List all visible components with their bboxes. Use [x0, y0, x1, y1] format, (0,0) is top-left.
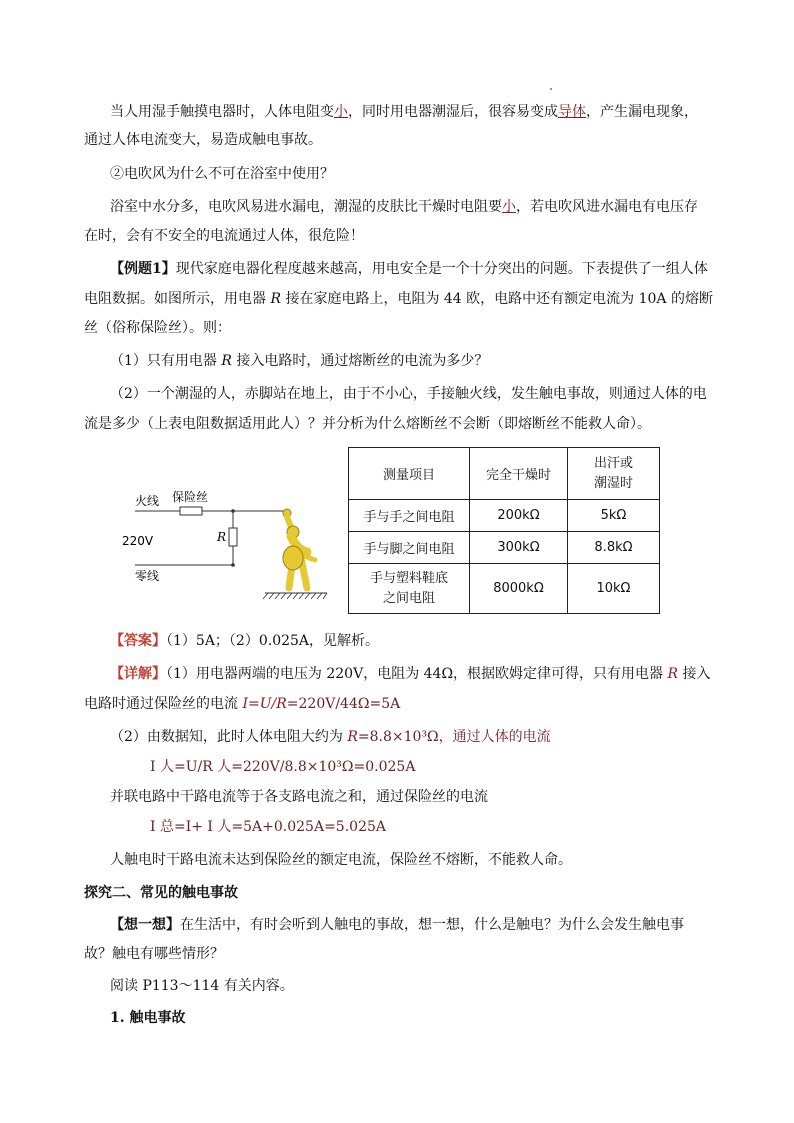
table-row: [349, 532, 660, 564]
table-header: 测量项目: [349, 448, 470, 500]
neutral-wire-label: 零线: [135, 569, 160, 583]
table-cell: 5kΩ: [568, 500, 660, 532]
detail-line-3: [110, 727, 551, 747]
example-tag: 【例题1】: [110, 261, 176, 277]
live-wire-label: 火线: [135, 494, 160, 508]
variable-r: R: [347, 729, 358, 745]
variable-r: R: [667, 666, 679, 682]
section-heading: 探究二、常见的触电事故: [84, 885, 238, 901]
header-line: 出汗或: [593, 455, 633, 471]
formula: I=U/R: [242, 696, 287, 712]
paragraph-2-line-2: 在时，会有不安全的电流通过人体，很危险！: [84, 228, 364, 244]
example-line-1: [110, 259, 708, 279]
table-cell: 10kΩ: [568, 564, 660, 614]
table-cell: 8.8kΩ: [568, 532, 660, 564]
detail-formula-1: I 人=U/R 人=220V/8.8×10³Ω=0.025A: [150, 759, 416, 775]
fuse-label: 保险丝: [172, 490, 209, 504]
table-row: [349, 564, 660, 614]
paragraph-2-line-1: [110, 197, 698, 217]
text: 接入电路时，通过熔断丝的电流为多少？: [231, 353, 489, 369]
table-cell: 手与手之间电阻: [349, 500, 470, 532]
cell-line: 手与塑料鞋底: [369, 570, 448, 586]
text: ，产生漏电现象，: [586, 104, 698, 120]
text: （1）只有用电器: [110, 353, 222, 369]
table-cell: 300kΩ: [470, 532, 568, 564]
fuse-symbol: [180, 507, 202, 515]
subheading: 1. 触电事故: [110, 1010, 186, 1026]
paragraph-1-line-2: 通过人体电流变大，易造成触电事故。: [84, 132, 322, 148]
example-line-2: [84, 289, 713, 309]
text: 在生活中，有时会听到人触电的事故，想一想，什么是触电？为什么会发生触电事: [180, 917, 684, 933]
answer-line: [110, 631, 379, 651]
text: （2）由数据知，此时人体电阻大约为: [110, 729, 348, 745]
table-header-row: [349, 448, 660, 500]
table-row: [349, 500, 660, 532]
circuit-diagram: [115, 470, 340, 610]
table-cell: 200kΩ: [470, 500, 568, 532]
resistance-table: [348, 447, 660, 614]
read-instruction: 阅读 P113～114 有关内容。: [110, 978, 294, 994]
example-question-2-line-2: 流是多少（上表电阻数据适用此人）？并分析为什么熔断丝不会断（即熔断丝不能救人命）。: [84, 416, 651, 432]
text: 电路时通过保险丝的电流: [84, 696, 243, 712]
header-line: 潮湿时: [593, 475, 633, 491]
resistor-label: R: [217, 530, 227, 544]
example-line-3: 丝（俗称保险丝）。则：: [84, 320, 231, 336]
text: 当人用湿手触摸电器时，人体电阻变: [110, 104, 334, 120]
text: ，同时用电器潮湿后，很容易变成: [348, 104, 558, 120]
text: ，若电吹风进水漏电有电压存: [516, 199, 698, 215]
variable-r: R: [221, 353, 232, 369]
detail-line-2: [84, 694, 400, 714]
table-cell: [349, 564, 470, 614]
think-line-2: 故？触电有哪些情形？: [84, 946, 224, 962]
paragraph-1-line-1: [110, 102, 698, 122]
think-line-1: [110, 915, 684, 935]
person-figure: [283, 509, 315, 588]
question-2: ②电吹风为什么不可在浴室中使用？: [110, 166, 334, 182]
table-header: 完全干燥时: [470, 448, 568, 500]
underlined-answer: 导体: [558, 104, 586, 120]
detail-line-5: 并联电路中干路电流等于各支路电流之和，通过保险丝的电流: [110, 789, 488, 805]
table-cell: 手与脚之间电阻: [349, 532, 470, 564]
text: 电阻数据。如图所示，用电器: [84, 291, 271, 307]
junction: [231, 563, 235, 567]
formula: =8.8×10³Ω，通过人体的电流: [357, 729, 551, 745]
ground-hatch: [263, 593, 327, 599]
voltage-label: 220V: [122, 534, 154, 548]
think-tag: 【想一想】: [110, 917, 180, 933]
resistor-symbol: [229, 528, 237, 546]
detail-formula-2: I 总=I+ I 人=5A+0.025A=5.025A: [150, 819, 386, 835]
formula: =220V/44Ω=5A: [286, 696, 401, 712]
text: （1）用电器两端的电压为 220V，电阻为 44Ω，根据欧姆定律可得，只有用电器: [166, 666, 668, 682]
cell-line: 之间电阻: [382, 590, 435, 606]
text: 现代家庭电器化程度越来越高，用电安全是一个十分突出的问题。下表提供了一组人体: [175, 261, 708, 277]
detail-tag: 【详解】: [110, 666, 166, 682]
text: （1）5A；（2）0.025A，见解析。: [166, 633, 380, 649]
detail-line-1: [110, 664, 711, 684]
detail-conclusion: 人触电时干路电流未达到保险丝的额定电流，保险丝不熔断，不能救人命。: [110, 852, 572, 868]
underlined-answer: 小: [502, 199, 516, 215]
underlined-answer: 小: [334, 104, 348, 120]
speck: [550, 88, 552, 90]
table-cell: 8000kΩ: [470, 564, 568, 614]
variable-r: R: [270, 291, 281, 307]
table-header: [568, 448, 660, 500]
text: 接入: [678, 666, 711, 682]
example-question-2-line-1: （2）一个潮湿的人，赤脚站在地上，由于不小心，手接触火线，发生触电事故，则通过人体的电: [110, 386, 707, 402]
text: 接在家庭电路上，电阻为 44 欧，电路中还有额定电流为 10A 的熔断: [281, 291, 713, 307]
example-question-1: [110, 351, 488, 371]
answer-tag: 【答案】: [110, 633, 166, 649]
text: 浴室中水分多，电吹风易进水漏电，潮湿的皮肤比干燥时电阻要: [110, 199, 502, 215]
